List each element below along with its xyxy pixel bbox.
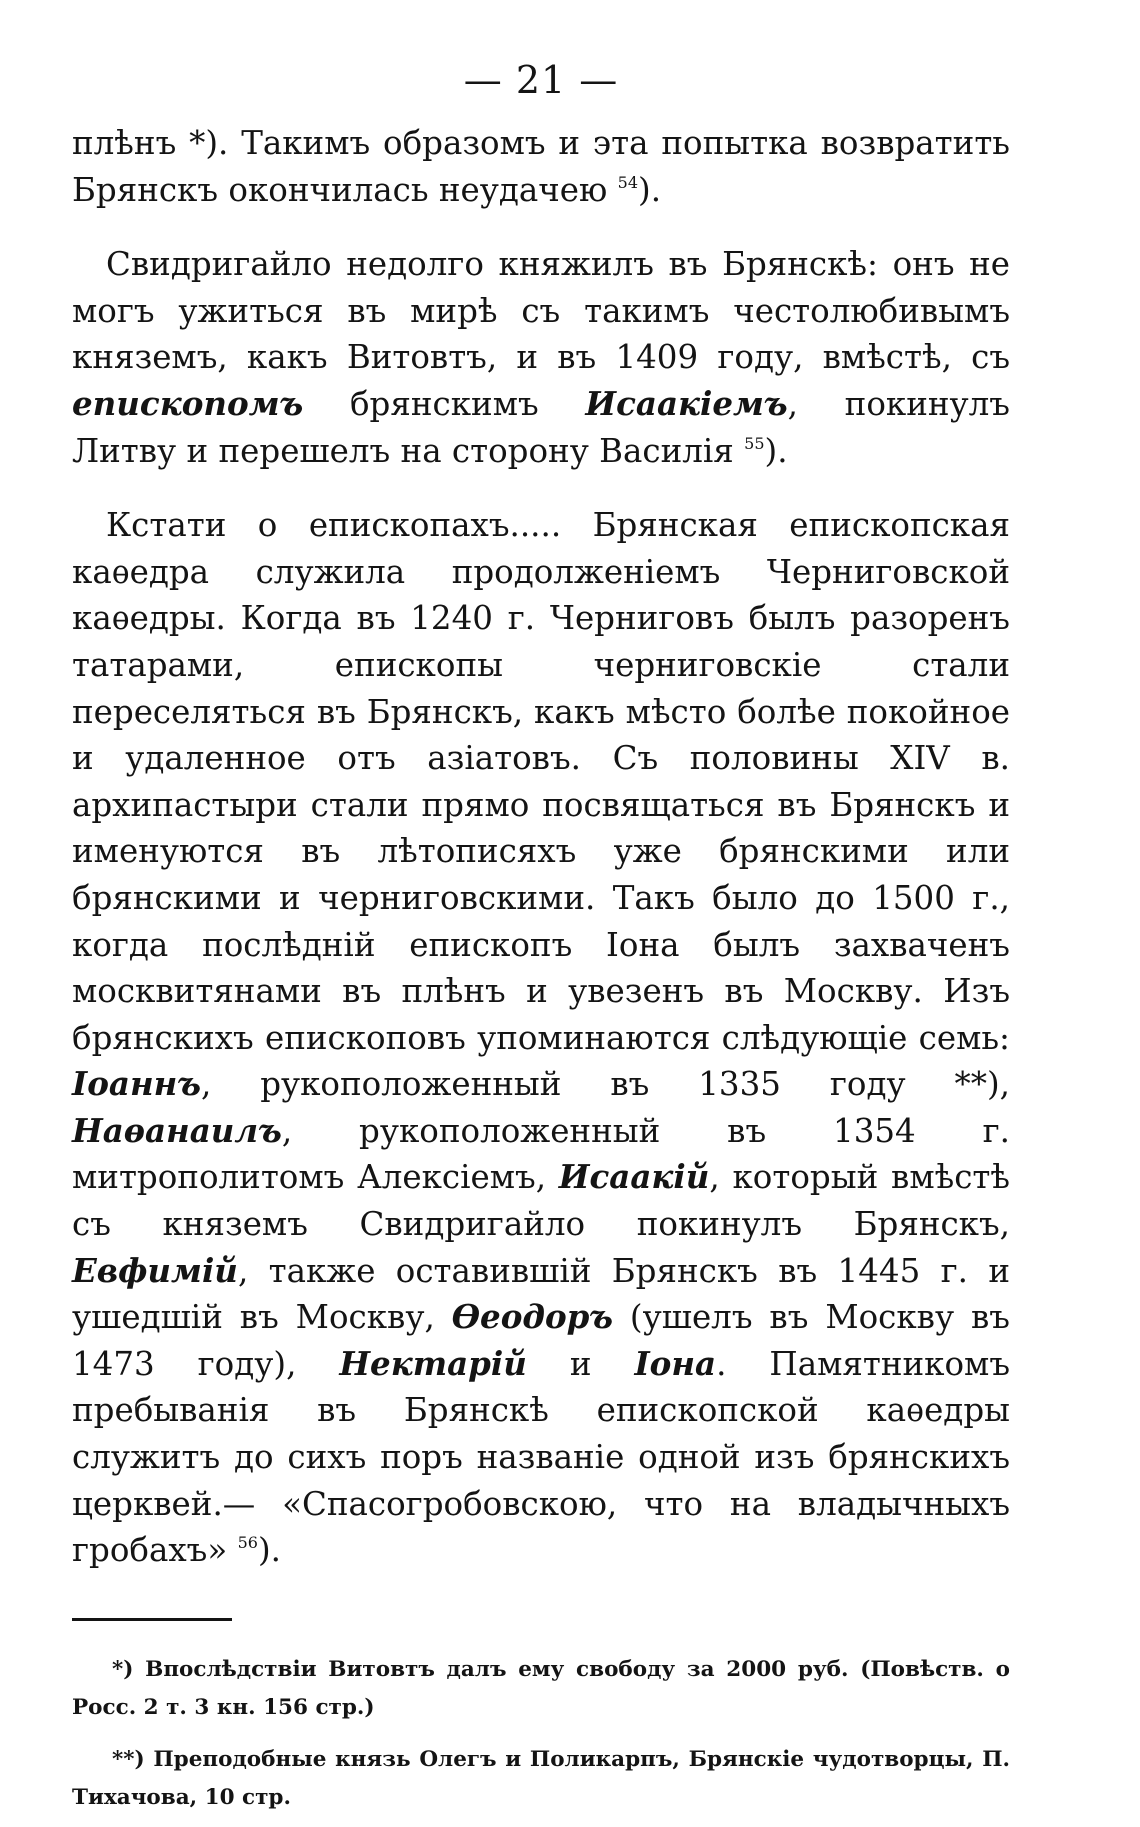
page-number: — 21 — <box>463 58 619 102</box>
italic-name-isaakiem: Исаакіемъ <box>585 383 788 423</box>
paragraph-3-text-2: , рукоположенный въ 1335 году **), <box>200 1065 1010 1104</box>
italic-term-episkopom: епископомъ <box>72 383 304 423</box>
paragraph-1-text: плѣнъ *). Такимъ образомъ и эта попытка возвратить Брянскъ окончилась неудачею <box>72 124 1010 209</box>
italic-name-feodor: Ѳеодоръ <box>451 1297 613 1337</box>
paragraph-2 <box>72 241 1010 474</box>
italic-name-isaakiy: Исаакій <box>558 1157 710 1197</box>
footnote-ref-54: 54 <box>617 172 639 192</box>
paragraph-3-text-5: , также оставившій Брянскъ въ 1445 г. и ушедшій въ Москву, <box>72 1251 1010 1337</box>
paragraph-2-tail: ). <box>764 431 788 470</box>
italic-name-nektariy: Нектарій <box>339 1343 527 1383</box>
paragraph-3-text-3: , рукоположенный въ 1354 г. митрополитомъ Алексіемъ, <box>72 1111 1010 1197</box>
italic-name-nafanail: Наѳанаилъ <box>72 1110 282 1150</box>
book-page <box>72 52 1010 1817</box>
paragraph-3-text-8: . Памятникомъ пребыванія въ Брянскѣ епископской каѳедры служитъ до сихъ поръ названіе одной изъ брянскихъ церквей.— «Спасогробовскою, что на владычныхъ гробахъ» <box>72 1344 1010 1570</box>
footnote-ref-56: 56 <box>237 1533 258 1553</box>
footnote-ref-55: 55 <box>744 433 765 453</box>
paragraph-3-text-7: и <box>526 1344 635 1383</box>
italic-name-iona: Іона <box>634 1343 717 1383</box>
paragraph-3-tail: ). <box>257 1531 281 1570</box>
paragraph-2-text-2: брянскимъ <box>303 384 586 423</box>
italic-name-ioann: Іоаннъ <box>72 1064 201 1104</box>
paragraph-3 <box>72 502 1010 1574</box>
paragraph-3-text-1: Кстати о епископахъ..... Брянская епископская каѳедра служила продолженіемъ Черниговской каѳедры. Когда въ 1240 г. Черниговъ былъ разоренъ татарами, епископы черниговскіе стали переселяться въ Брянскъ, какъ мѣсто болѣе покойное и удаленное отъ азіатовъ. Съ половины XIV в. архипастыри стали прямо посвящаться въ Брянскъ и именуются въ лѣтописяхъ уже брянскими или брянскими и черниговскими. Такъ было до 1500 г., когда послѣдній епископъ Іона былъ захваченъ москвитянами въ плѣнъ и увезенъ въ Москву. Изъ брянскихъ епископовъ упоминаются слѣдующіе семь: <box>72 506 1010 1057</box>
footnote-divider <box>72 1618 232 1621</box>
paragraph-1 <box>72 120 1010 213</box>
paragraph-2-text-1: Свидригайло недолго княжилъ въ Брянскѣ: онъ не могъ ужиться въ мирѣ съ такимъ честолюбивымъ княземъ, какъ Витовтъ, и въ 1409 году, вмѣстѣ, съ <box>72 245 1010 377</box>
paragraph-3-text-4: , который вмѣстѣ съ княземъ Свидригайло покинулъ Брянскъ, <box>72 1158 1010 1244</box>
italic-name-evfimiy: Евфимій <box>72 1250 238 1290</box>
paragraph-1-tail: ). <box>638 170 662 209</box>
paragraph-3-text-6: (ушелъ въ Москву въ 1473 году), <box>72 1298 1010 1383</box>
footnote-2: **) Преподобные князь Олегъ и Поликарпъ, Брянскіе чудотворцы, П. Тихачова, 10 стр. <box>72 1746 1010 1810</box>
footnote-1: *) Впослѣдствіи Витовтъ далъ ему свободу за 2000 руб. (Повѣств. о Росс. 2 т. 3 кн. 156 стр.) <box>72 1656 1010 1720</box>
paragraph-2-text-3: , покинулъ Литву и перешелъ на сторону Василія <box>72 384 1010 470</box>
